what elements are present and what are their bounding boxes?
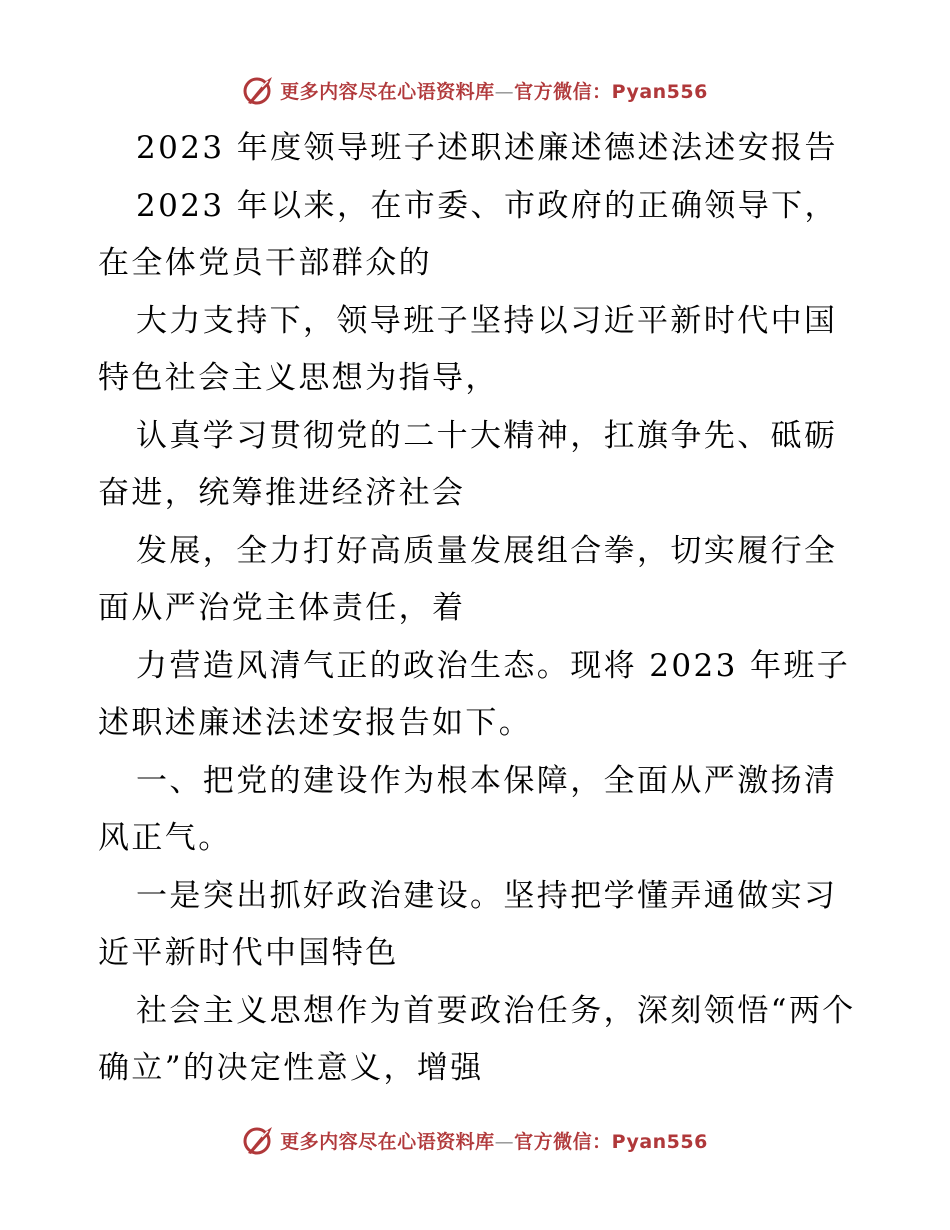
- paragraph: 认真学习贯彻党的二十大精神，扛旗争先、砥砺奋进，统筹推进经济社会: [98, 417, 838, 511]
- paragraph: 社会主义思想作为首要政治任务，深刻领悟“两个确立”的决定性意义，增强: [98, 992, 856, 1086]
- watermark-text: 更多内容尽在心语资料库—官方微信：Pyan556: [280, 80, 708, 103]
- quill-seal-icon: [242, 73, 276, 107]
- watermark-header: [0, 70, 950, 110]
- paragraph: 2023 年以来，在市委、市政府的正确领导下，在全体党员干部群众的: [98, 187, 838, 281]
- paragraph: 力营造风清气正的政治生态。现将 2023 年班子述职述廉述法述安报告如下。: [98, 647, 851, 741]
- paragraph: 一是突出抓好政治建设。坚持把学懂弄通做实习近平新时代中国特色: [98, 877, 838, 971]
- document-title: 2023 年度领导班子述职述廉述德述法述安报告: [136, 130, 838, 166]
- document-body: [98, 120, 858, 1098]
- paragraph: 大力支持下，领导班子坚持以习近平新时代中国特色社会主义思想为指导，: [98, 302, 838, 396]
- watermark-footer: [0, 1120, 950, 1160]
- quill-seal-icon: [242, 1123, 276, 1157]
- watermark-text: 更多内容尽在心语资料库—官方微信：Pyan556: [280, 1130, 708, 1153]
- paragraph: 发展，全力打好高质量发展组合拳，切实履行全面从严治党主体责任，着: [98, 532, 838, 626]
- section-heading: 一、把党的建设作为根本保障，全面从严激扬清风正气。: [98, 762, 838, 856]
